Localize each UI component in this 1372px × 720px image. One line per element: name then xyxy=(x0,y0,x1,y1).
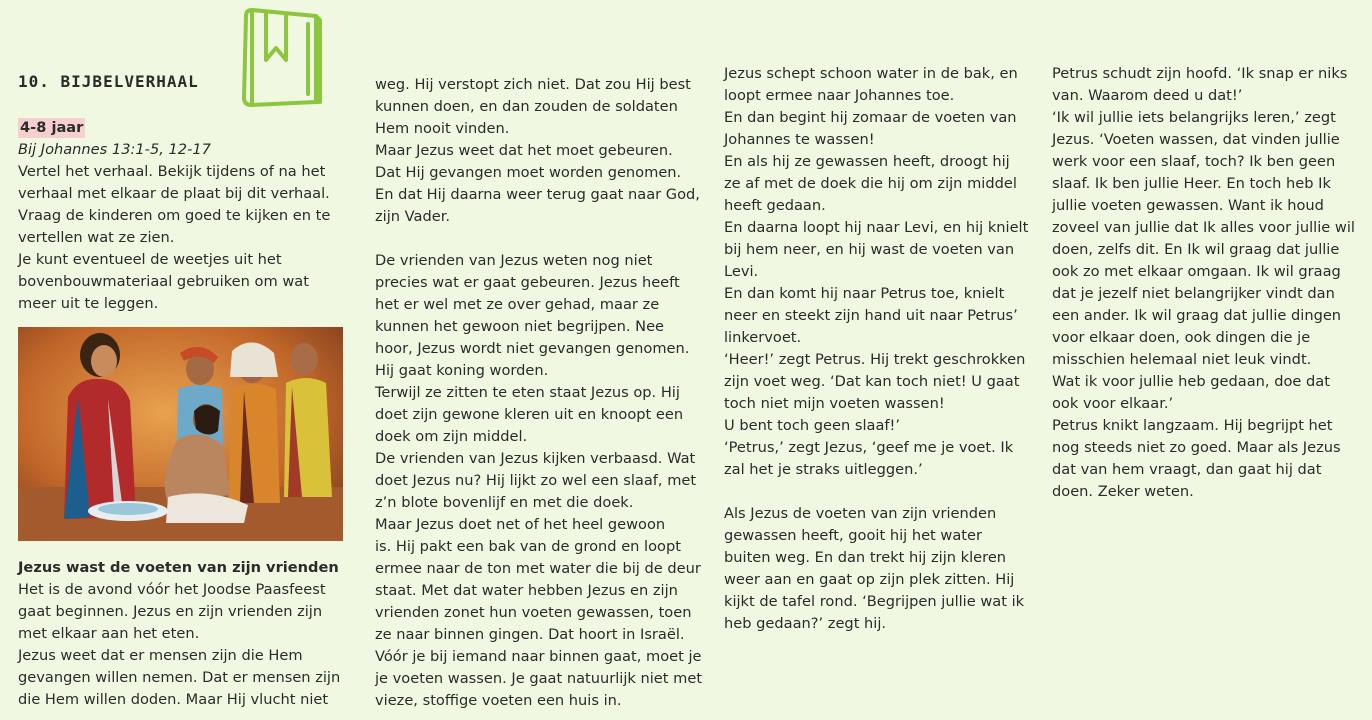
text-line: ‘Petrus,’ zegt Jezus, ‘geef me je voet. Ik xyxy=(724,439,1014,456)
text-line: doek om zijn middel. xyxy=(375,428,528,445)
text-line: Jezus schept schoon water in de bak, en xyxy=(724,65,1018,82)
text-line: vieze, stoffige voeten een huis in. xyxy=(375,692,622,709)
text-line: Hij gaat koning worden. xyxy=(375,362,549,379)
column-1-story xyxy=(18,557,348,711)
intro-text xyxy=(18,161,348,315)
text-line: De vrienden van Jezus kijken verbaasd. Wat xyxy=(375,450,696,467)
text-line: Vertel het verhaal. Bekijk tijdens of na het xyxy=(18,163,326,180)
text-line: ze af met de doek die hij om zijn middel xyxy=(724,175,1017,192)
text-line: z’n blote bovenlijf en met die doek. xyxy=(375,494,634,511)
text-line: werk voor een slaaf, toch? Ik ben geen xyxy=(1052,153,1336,170)
text-line: En dat Hij daarna weer terug gaat naar God, xyxy=(375,186,700,203)
column-1 xyxy=(18,62,348,315)
text-line: slaaf. Ik ben jullie Heer. En toch heb Ik xyxy=(1052,175,1331,192)
text-line: Levi. xyxy=(724,263,759,280)
text-line: ermee naar de ton met water die bij de deur xyxy=(375,560,701,577)
text-line: van. Waarom deed u dat!’ xyxy=(1052,87,1243,104)
text-line: dat van hem vraagt, dan gaat hij dat xyxy=(1052,461,1322,478)
text-line: Het is de avond vóór het Joodse Paasfeest xyxy=(18,581,326,598)
text-line: dat je jezelf niet belangrijker vindt dan xyxy=(1052,285,1335,302)
text-line: ‘Heer!’ zegt Petrus. Hij trekt geschrokken xyxy=(724,351,1026,368)
text-line: het er wel met ze over gehad, maar ze xyxy=(375,296,660,313)
text-line: je voeten wassen. Je gaat natuurlijk niet met xyxy=(375,670,703,687)
text-line: ook zo met elkaar omgaan. Ik wil graag xyxy=(1052,263,1341,280)
text-line: zal het je straks uitleggen.’ xyxy=(724,461,923,478)
text-line: U bent toch geen slaaf!’ xyxy=(724,417,901,434)
text-line: De vrienden van Jezus weten nog niet xyxy=(375,252,653,269)
text-line: gewassen heeft, gooit hij het water xyxy=(724,527,982,544)
text-line: Terwijl ze zitten te eten staat Jezus op. Hij xyxy=(375,384,680,401)
column-2 xyxy=(375,74,705,712)
text-line: weg. Hij verstopt zich niet. Dat zou Hij best xyxy=(375,76,691,93)
text-line: met elkaar aan het eten. xyxy=(18,625,200,642)
text-line: zijn Vader. xyxy=(375,208,450,225)
text-line: loopt ermee naar Johannes toe. xyxy=(724,87,955,104)
section-title: 10. BIJBELVERHAAL xyxy=(18,72,199,91)
text-line: weer aan en gaat op zijn plek zitten. Hij xyxy=(724,571,1015,588)
text-line: een ander. Ik wil graag dat jullie dingen xyxy=(1052,307,1342,324)
text-line: Dat Hij gevangen moet worden genomen. xyxy=(375,164,682,181)
text-line: kunnen het gewoon niet begrijpen. Nee xyxy=(375,318,665,335)
text-line: heeft gedaan. xyxy=(724,197,826,214)
text-line: vrienden zonet hun voeten gewassen, toen xyxy=(375,604,692,621)
text-line: doet zijn gewone kleren uit en knoopt een xyxy=(375,406,684,423)
column-3 xyxy=(724,63,1054,635)
story-illustration xyxy=(18,327,343,541)
paragraph-gap xyxy=(375,228,705,250)
text-line: ze naar binnen gingen. Dat hoort in Israël. xyxy=(375,626,685,643)
text-line: vertellen wat ze zien. xyxy=(18,229,175,246)
text-line: bij hem neer, en hij wast de voeten van xyxy=(724,241,1015,258)
age-badge: 4-8 jaar xyxy=(20,119,84,136)
text-line: Jezus. ‘Voeten wassen, dat vinden jullie xyxy=(1052,131,1340,148)
text-line: Jezus weet dat er mensen zijn die Hem xyxy=(18,647,303,664)
text-line: zijn voet weg. ‘Dat kan toch niet! U gaat xyxy=(724,373,1020,390)
text-line: toch niet mijn voeten wassen! xyxy=(724,395,945,412)
text-line: Als Jezus de voeten van zijn vrienden xyxy=(724,505,997,522)
column-4 xyxy=(1052,63,1357,503)
text-line: voor elkaar doen, ook dingen die je xyxy=(1052,329,1311,346)
text-line: doen, zelfs dit. En Ik wil graag dat jullie xyxy=(1052,241,1340,258)
text-line: meer uit te leggen. xyxy=(18,295,159,312)
text-line: staat. Met dat water hebben Jezus en zijn xyxy=(375,582,678,599)
text-line: kijkt de tafel rond. ‘Begrijpen jullie wat ik xyxy=(724,593,1025,610)
text-line: Johannes te wassen! xyxy=(724,131,875,148)
text-line: precies wat er gaat gebeuren. Jezus heeft xyxy=(375,274,680,291)
text-line: En als hij ze gewassen heeft, droogt hij xyxy=(724,153,1010,170)
text-line: En dan komt hij naar Petrus toe, knielt xyxy=(724,285,1005,302)
text-line: neer en steekt zijn hand uit naar Petrus’ xyxy=(724,307,1018,324)
text-line: hoor, Jezus wordt niet gevangen genomen. xyxy=(375,340,690,357)
text-line: gevangen willen nemen. Dat er mensen zijn xyxy=(18,669,341,686)
text-line: jullie voeten gewassen. Want ik houd xyxy=(1052,197,1324,214)
text-line: Wat ik voor jullie heb gedaan, doe dat xyxy=(1052,373,1330,390)
paragraph-gap xyxy=(724,481,1054,503)
text-line: ‘Ik wil jullie iets belangrijks leren,’ zegt xyxy=(1052,109,1336,126)
text-line: heb gedaan?’ zegt hij. xyxy=(724,615,887,632)
text-line: gaat beginnen. Jezus en zijn vrienden zijn xyxy=(18,603,323,620)
text-line: misschien helemaal niet leuk vindt. xyxy=(1052,351,1312,368)
text-line: linkervoet. xyxy=(724,329,802,346)
text-line: Vóór je bij iemand naar binnen gaat, moet je xyxy=(375,648,702,665)
text-line: ook voor elkaar.’ xyxy=(1052,395,1174,412)
story-title: Jezus wast de voeten van zijn vrienden xyxy=(18,559,339,576)
text-line: En dan begint hij zomaar de voeten van xyxy=(724,109,1017,126)
text-line: verhaal met elkaar de plaat bij dit verhaal. xyxy=(18,185,330,202)
text-line: Hem nooit vinden. xyxy=(375,120,510,137)
bible-reference: Bij Johannes 13:1-5, 12-17 xyxy=(18,141,211,158)
text-line: En daarna loopt hij naar Levi, en hij knielt xyxy=(724,219,1029,236)
text-line: Petrus schudt zijn hoofd. ‘Ik snap er niks xyxy=(1052,65,1348,82)
text-line: Vraag de kinderen om goed te kijken en te xyxy=(18,207,331,224)
text-line: Je kunt eventueel de weetjes uit het xyxy=(18,251,282,268)
text-line: bovenbouwmateriaal gebruiken om wat xyxy=(18,273,309,290)
text-line: Maar Jezus doet net of het heel gewoon xyxy=(375,516,666,533)
text-line: doen. Zeker weten. xyxy=(1052,483,1194,500)
text-line: die Hem willen doden. Maar Hij vlucht niet xyxy=(18,691,329,708)
text-line: kunnen doen, en dan zouden de soldaten xyxy=(375,98,678,115)
text-line: buiten weg. En dan trekt hij zijn kleren xyxy=(724,549,1007,566)
text-line: doet Jezus nu? Hij lijkt zo wel een slaaf, met xyxy=(375,472,697,489)
text-line: Petrus knikt langzaam. Hij begrijpt het xyxy=(1052,417,1333,434)
text-line: is. Hij pakt een bak van de grond en loopt xyxy=(375,538,681,555)
text-line: nog steeds niet zo goed. Maar als Jezus xyxy=(1052,439,1341,456)
text-line: Maar Jezus weet dat het moet gebeuren. xyxy=(375,142,673,159)
text-line: zoveel van jullie dat Ik alles voor jullie wil xyxy=(1052,219,1355,236)
